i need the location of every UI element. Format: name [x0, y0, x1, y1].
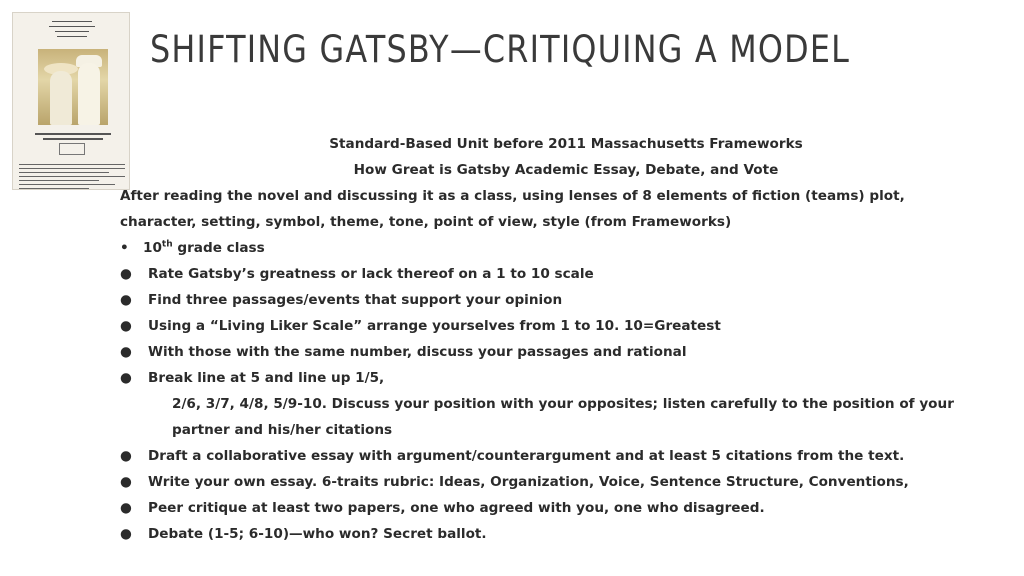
list-item	[120, 521, 1000, 547]
list-item	[120, 339, 1000, 365]
subtitle-2: How Great is Gatsby Academic Essay, Debate, and Vote	[353, 162, 779, 178]
list-item-text: Find three passages/events that support your opinion	[148, 292, 563, 308]
list-item	[120, 313, 1000, 339]
list-item-text: Draft a collaborative essay with argument/counterargument and at least 5 citations from the text.	[148, 448, 905, 464]
bullet-icon: ●	[120, 318, 132, 334]
list-item	[120, 261, 1000, 287]
list-item-text: Break line at 5 and line up 1/5,	[148, 370, 385, 386]
grade-number: 10	[143, 240, 162, 256]
poster-cast-names-graphic	[35, 130, 111, 140]
list-item-text: Write your own essay. 6-traits rubric: Ideas, Organization, Voice, Sentence Structure, Conventions,	[148, 474, 909, 490]
bullet-icon: ●	[120, 266, 132, 282]
list-item-text: Peer critique at least two papers, one who agreed with you, one who disagreed.	[148, 500, 765, 516]
continuation-line-1: 2/6, 3/7, 4/8, 5/9-10. Discuss your position with your opposites; listen carefully to the position of your	[172, 396, 954, 412]
list-item-text: Debate (1-5; 6-10)—who won? Secret ballot.	[148, 526, 487, 542]
list-item	[120, 495, 1000, 521]
bullet-icon: ●	[120, 474, 132, 490]
list-item-text: Using a “Living Liker Scale” arrange yourselves from 1 to 10. 10=Greatest	[148, 318, 721, 334]
intro-line-1: After reading the novel and discussing it as a class, using lenses of 8 elements of fiction (teams) plot,	[120, 188, 905, 204]
bullet-icon: ●	[120, 370, 132, 386]
bullet-icon: ●	[120, 292, 132, 308]
bullet-icon: ●	[120, 448, 132, 464]
list-item-text: With those with the same number, discuss your passages and rational	[148, 344, 687, 360]
list-item	[120, 287, 1000, 313]
list-item	[120, 443, 1000, 469]
intro-line-2: character, setting, symbol, theme, tone, point of view, style (from Frameworks)	[120, 214, 732, 230]
bullet-icon: ●	[120, 344, 132, 360]
list-item-text: Rate Gatsby’s greatness or lack thereof on a 1 to 10 scale	[148, 266, 594, 282]
continuation-line-2: partner and his/her citations	[172, 422, 393, 438]
grade-suffix: th	[161, 239, 173, 250]
list-item	[120, 365, 1000, 391]
poster-title-emblem	[59, 143, 85, 155]
grade-label: grade class	[172, 240, 265, 256]
bullet-icon: ●	[120, 526, 132, 542]
list-item-grade	[120, 235, 1000, 261]
slide-body	[120, 131, 1000, 547]
subtitle-1: Standard-Based Unit before 2011 Massachusetts Frameworks	[329, 136, 803, 152]
bullet-icon: ●	[120, 500, 132, 516]
poster-tagline-graphic	[49, 17, 95, 41]
list-item	[120, 469, 1000, 495]
poster-credits-graphic	[19, 161, 125, 189]
bullet-icon: •	[120, 240, 129, 256]
slide-title: SHIFTING GATSBY—CRITIQUING A MODEL	[150, 28, 851, 71]
poster-photo	[38, 49, 108, 125]
gatsby-movie-poster-image	[12, 12, 130, 190]
